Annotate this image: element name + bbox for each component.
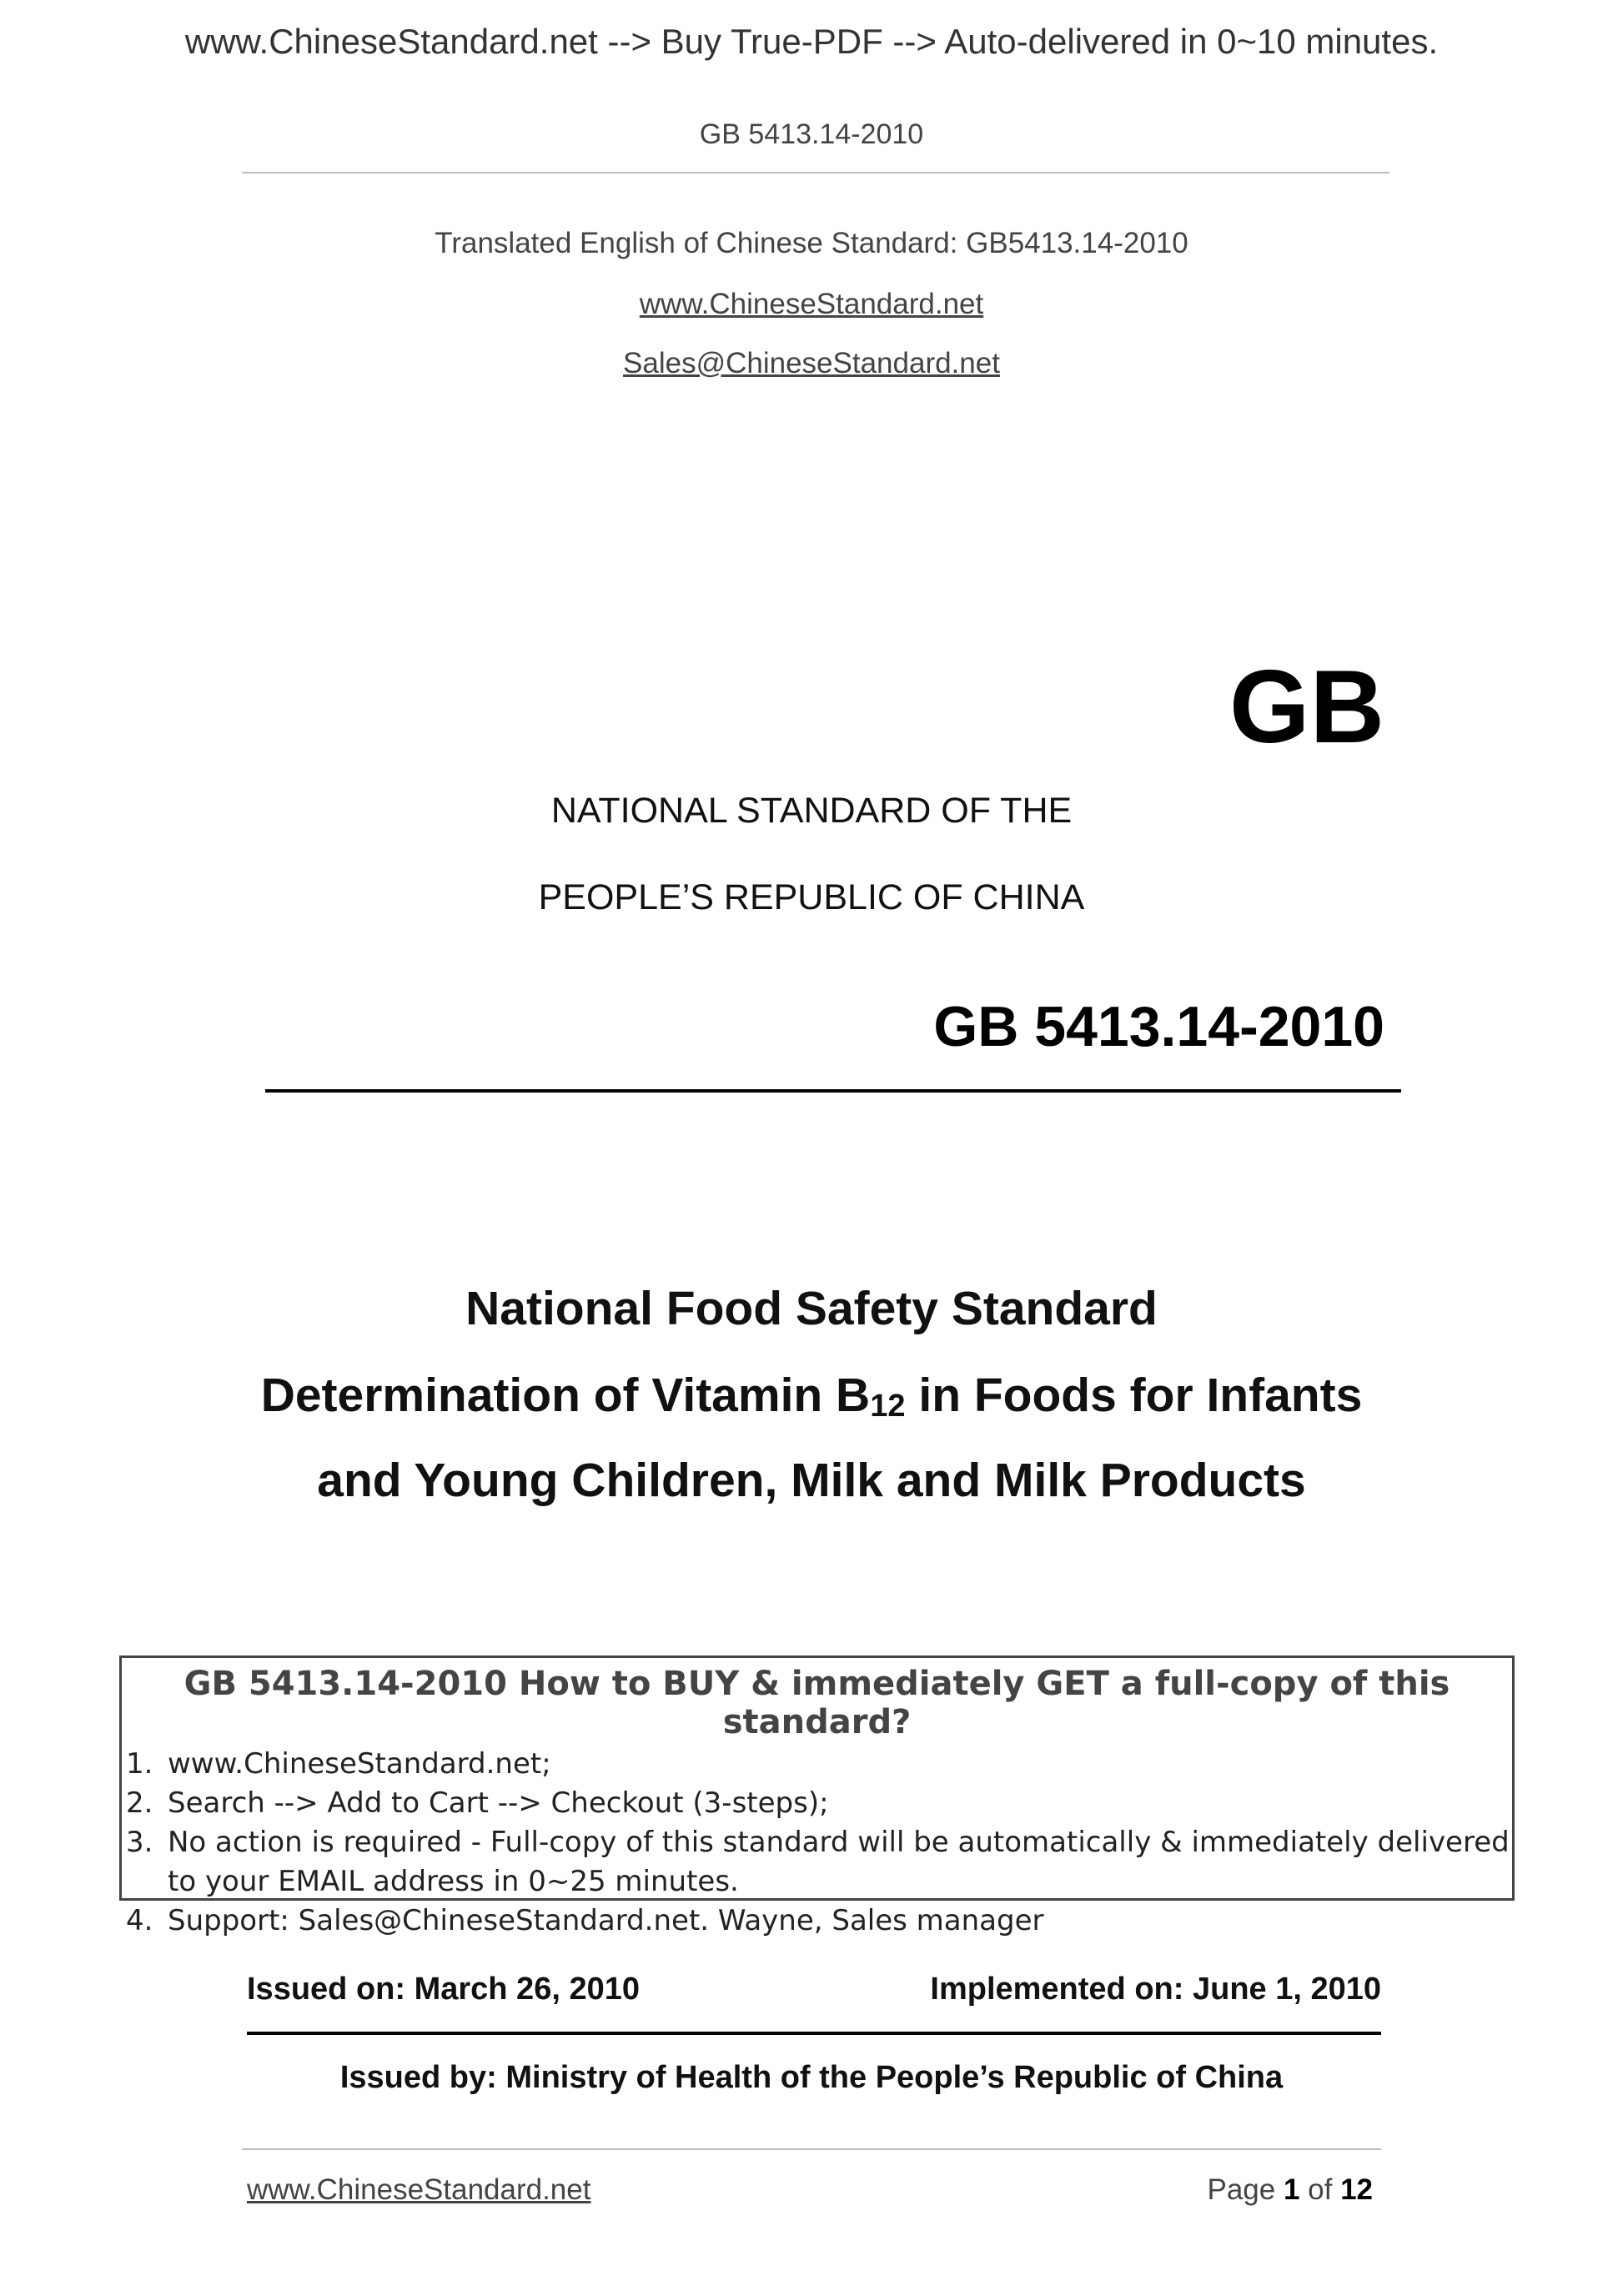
header-banner: www.ChineseStandard.net --> Buy True-PDF --> Auto-delivered in 0~10 minutes. xyxy=(184,22,1439,61)
title-line2 xyxy=(0,1368,1623,1424)
title-line2-subscript: 12 xyxy=(870,1389,906,1424)
buy-step xyxy=(122,1823,1512,1902)
gb-logo: GB xyxy=(1229,650,1384,765)
buy-steps-list xyxy=(122,1745,1512,1941)
title-line3: and Young Children, Milk and Milk Products xyxy=(317,1454,1306,1507)
buy-step-text: Search --> Add to Cart --> Checkout (3-steps); xyxy=(168,1786,829,1820)
page-prefix: Page xyxy=(1207,2173,1284,2206)
issued-on: Issued on: March 26, 2010 xyxy=(247,1972,640,2007)
implemented-on: Implemented on: June 1, 2010 xyxy=(930,1972,1381,2007)
buy-step xyxy=(122,1902,1512,1941)
buy-box-heading: GB 5413.14-2010 How to BUY & immediately GET a full-copy of this standard? xyxy=(183,1665,1450,1741)
header-divider xyxy=(242,172,1389,173)
page-current: 1 xyxy=(1283,2173,1300,2206)
cover-divider xyxy=(265,1089,1401,1093)
buy-step-text: Support: Sales@ChineseStandard.net. Wayne, Sales manager xyxy=(168,1904,1044,1937)
buy-step-number: 2. xyxy=(126,1786,153,1820)
footer-website-link[interactable]: www.ChineseStandard.net xyxy=(247,2173,591,2206)
email-link[interactable]: Sales@ChineseStandard.net xyxy=(623,347,1000,379)
buy-step-text[interactable]: www.ChineseStandard.net; xyxy=(168,1747,551,1781)
dates-divider xyxy=(247,2032,1381,2035)
buy-step-number: 4. xyxy=(126,1904,153,1937)
buy-step xyxy=(122,1745,1512,1784)
page-total: 12 xyxy=(1340,2173,1373,2206)
title-line2-post: in Foods for Infants xyxy=(905,1369,1363,1422)
national-standard-line2: PEOPLE’S REPUBLIC OF CHINA xyxy=(538,877,1085,917)
page-indicator xyxy=(1207,2173,1373,2207)
footer-divider xyxy=(242,2148,1381,2150)
page-mid: of xyxy=(1299,2173,1341,2206)
buy-step-number: 1. xyxy=(126,1747,153,1781)
standard-number: GB 5413.14-2010 xyxy=(933,995,1384,1058)
issued-by: Issued by: Ministry of Health of the People’s Republic of China xyxy=(339,2060,1284,2095)
buy-step-number: 3. xyxy=(126,1826,153,1859)
buy-box xyxy=(119,1655,1515,1937)
national-standard-line1: NATIONAL STANDARD OF THE xyxy=(550,791,1073,831)
buy-step-text: No action is required - Full-copy of this standard will be automatically & immediately delivered to your EMAIL address in 0~25 minutes. xyxy=(168,1826,1510,1898)
header-doc-code: GB 5413.14-2010 xyxy=(699,118,924,150)
title-line2-pre: Determination of Vitamin B xyxy=(260,1369,871,1422)
website-link[interactable]: www.ChineseStandard.net xyxy=(639,288,984,320)
buy-step xyxy=(122,1784,1512,1823)
title-line1: National Food Safety Standard xyxy=(465,1282,1158,1335)
translated-notice: Translated English of Chinese Standard: GB5413.14-2010 xyxy=(435,227,1188,259)
